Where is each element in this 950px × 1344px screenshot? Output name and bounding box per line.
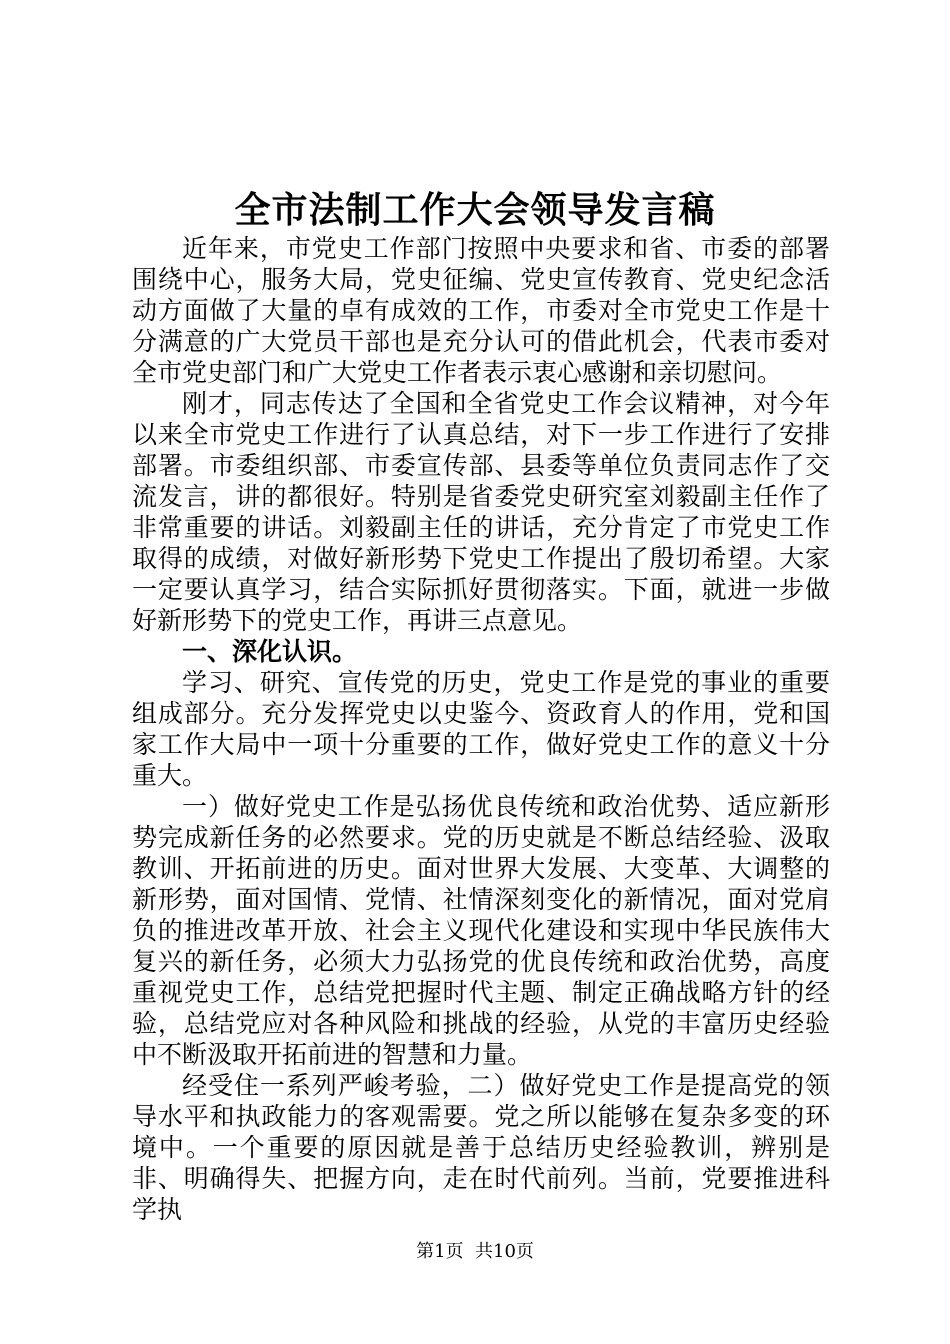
page-total: 共10页 (475, 1241, 534, 1262)
document-body (132, 233, 830, 1225)
paragraph: 学习、研究、宣传党的历史，党史工作是党的事业的重要组成部分。充分发挥党史以史鉴今、资政育人的作用，党和国家工作大局中一项十分重要的工作，做好党史工作的意义十分重大。 (132, 668, 830, 790)
paragraph: 一）做好党史工作是弘扬优良传统和政治优势、适应新形势完成新任务的必然要求。党的历史就是不断总结经验、汲取教训、开拓前进的历史。面对世界大发展、大变革、大调整的新形势，面对国情、党情、社情深刻变化的新情况，面对党肩负的推进改革开放、社会主义现代化建设和实现中华民族伟大复兴的新任务，必须大力弘扬党的优良传统和政治优势，高度重视党史工作，总结党把握时代主题、制定正确战略方针的经验，总结党应对各种风险和挑战的经验，从党的丰富历史经验中不断汲取开拓前进的智慧和力量。 (132, 792, 830, 1069)
paragraph: 刚才，同志传达了全国和全省党史工作会议精神，对今年以来全市党史工作进行了认真总结，对下一步工作进行了安排部署。市委组织部、市委宣传部、县委等单位负责同志作了交流发言，讲的都很好。特别是省委党史研究室刘毅副主任作了非常重要的讲话。刘毅副主任的讲话，充分肯定了市党史工作取得的成绩，对做好新形势下党史工作提出了殷切希望。大家一定要认真学习，结合实际抓好贯彻落实。下面，就进一步做好新形势下的党史工作，再讲三点意见。 (132, 389, 830, 635)
section-heading: 一、深化认识。 (182, 637, 358, 666)
paragraph: 经受住一系列严峻考验，二）做好党史工作是提高党的领导水平和执政能力的客观需要。党之所以能够在复杂多变的环境中。一个重要的原因就是善于总结历史经验教训，辨别是非、明确得失、把握方向，走在时代前列。当前，党要推进科学执 (132, 1071, 830, 1224)
page-number: 第1页 (416, 1241, 464, 1262)
page-footer (0, 1240, 950, 1264)
paragraph: 近年来，市党史工作部门按照中央要求和省、市委的部署围绕中心，服务大局，党史征编、党史宣传教育、党史纪念活动方面做了大量的卓有成效的工作，市委对全市党史工作是十分满意的广大党员干部也是充分认可的借此机会，代表市委对全市党史部门和广大党史工作者表示衷心感谢和亲切慰问。 (132, 234, 830, 387)
document-title: 全市法制工作大会领导发言稿 (234, 189, 716, 231)
